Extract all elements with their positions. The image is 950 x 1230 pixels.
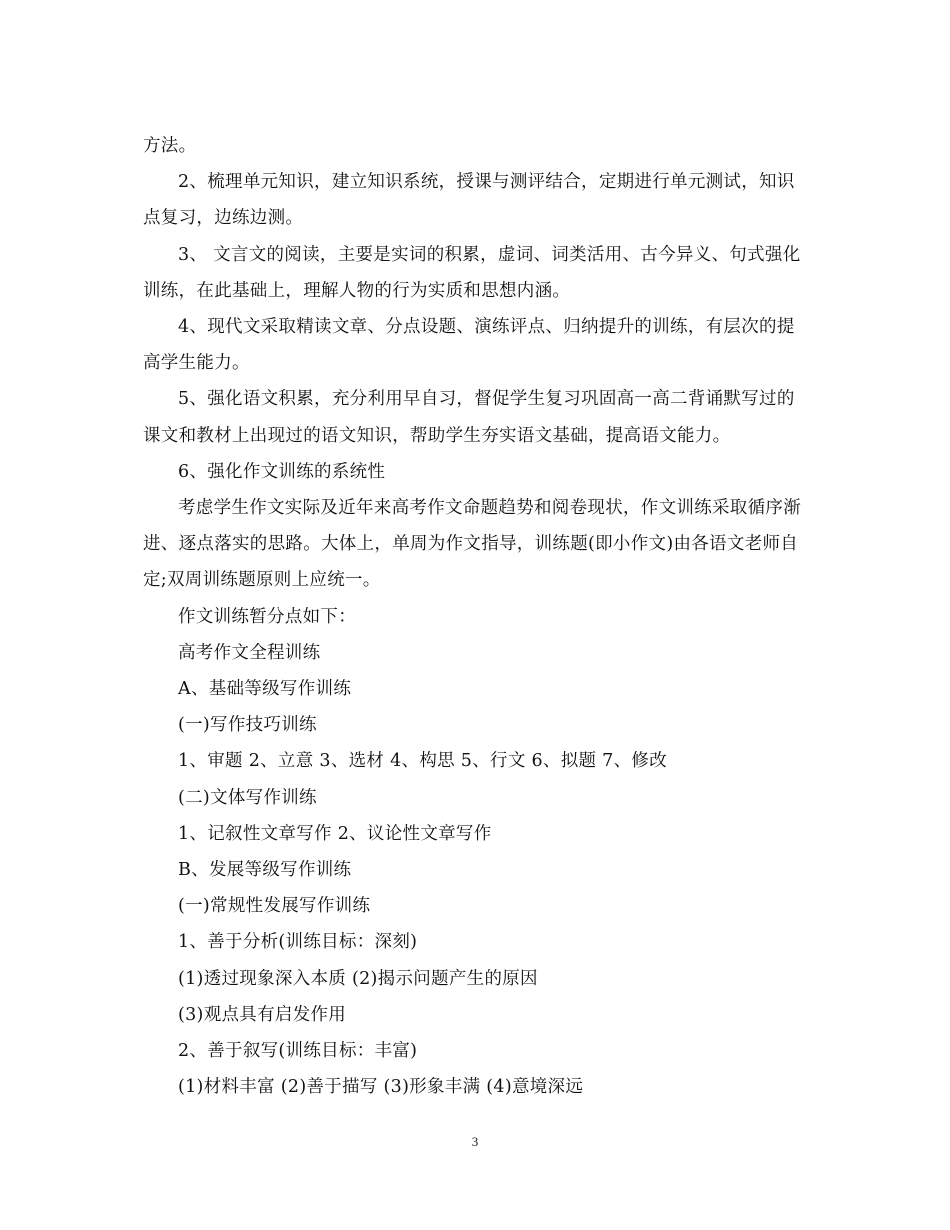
heading-regular-development: (一)常规性发展写作训练 [178,896,371,917]
paragraph-writing-points-intro: 作文训练暂分点如下： [178,606,356,627]
paragraph-writing-approach: 考虑学生作文实际及近年来高考作文命题趋势和阅卷现状，作文训练采取循序渐进、逐点落实的思路。大体上，单周为作文指导，训练题(即小作文)由各语文老师自定;双周训练题原则上应统一。 [143,498,801,591]
heading-full-training: 高考作文全程训练 [178,642,321,663]
paragraph-item-5: 5、强化语文积累，充分利用早自习，督促学生复习巩固高一高二背诵默写过的课文和教材上出现过的语文知识，帮助学生夯实语文基础，提高语文能力。 [143,389,795,446]
heading-skills-training: (一)写作技巧训练 [178,715,317,736]
paragraph-item-2: 2、梳理单元知识，建立知识系统，授课与测评结合，定期进行单元测试，知识点复习，边练边测。 [143,172,795,229]
heading-genre-training: (二)文体写作训练 [178,787,317,808]
list-analysis-points-1: (1)透过现象深入本质 (2)揭示问题产生的原因 [178,968,538,989]
item-analysis: 1、善于分析(训练目标：深刻) [178,932,418,953]
heading-section-b: B、发展等级写作训练 [178,860,352,881]
list-skills-steps: 1、审题 2、立意 3、选材 4、构思 5、行文 6、拟题 7、修改 [178,751,668,772]
paragraph-item-4: 4、现代文采取精读文章、分点设题、演练评点、归纳提升的训练，有层次的提高学生能力。 [143,317,795,374]
list-analysis-points-2: (3)观点具有启发作用 [178,1004,347,1025]
paragraph-item-3: 3、 文言文的阅读，主要是实词的积累，虚词、词类活用、古今异义、句式强化训练，在此基础上，理解人物的行为实质和思想内涵。 [143,244,801,301]
paragraph-method-end: 方法。 [143,136,197,156]
list-narration-points: (1)材料丰富 (2)善于描写 (3)形象丰满 (4)意境深远 [178,1077,584,1098]
page-number: 3 [471,1134,479,1149]
item-narration: 2、善于叙写(训练目标：丰富) [178,1041,418,1062]
paragraph-item-6: 6、强化作文训练的系统性 [178,461,386,482]
heading-section-a: A、基础等级写作训练 [178,679,352,700]
list-genre-items: 1、记叙性文章写作 2、议论性文章写作 [178,823,492,844]
document-body [143,128,808,1105]
